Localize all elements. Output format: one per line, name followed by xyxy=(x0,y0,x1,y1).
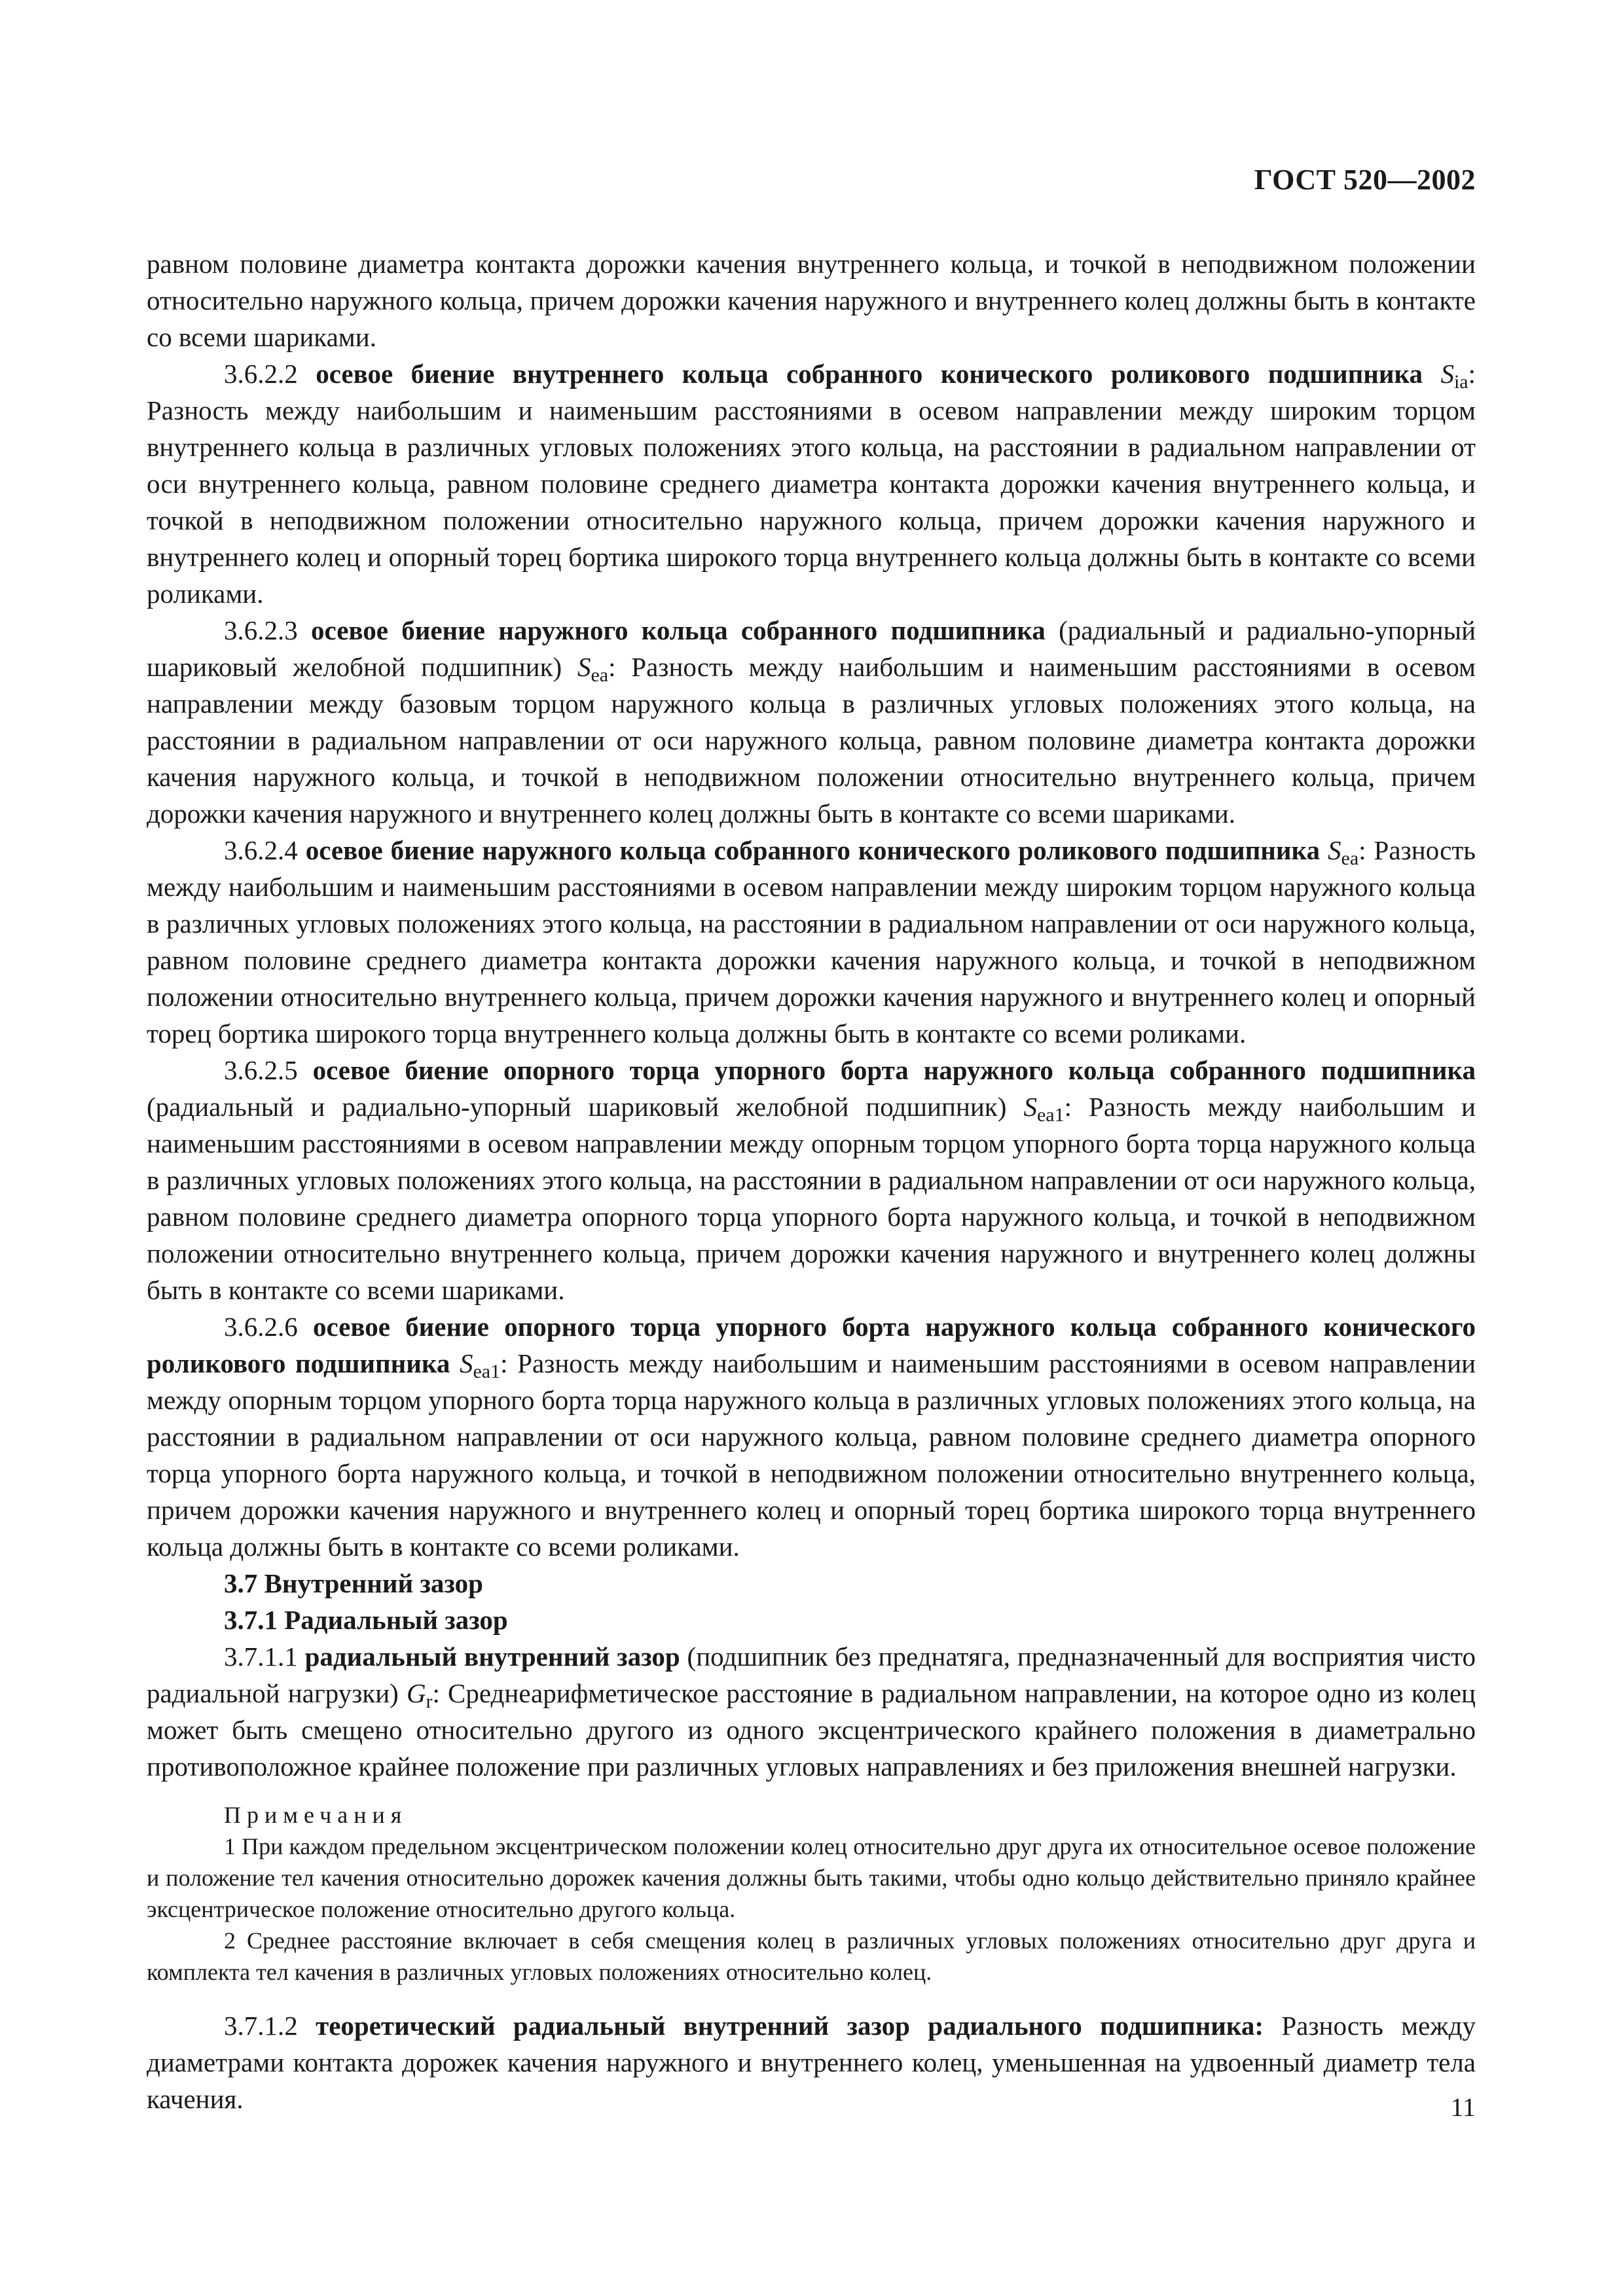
symbol-subscript: ea1 xyxy=(473,1361,501,1382)
symbol-letter: G xyxy=(406,1678,426,1708)
symbol-subscript: r xyxy=(426,1691,433,1712)
document-page xyxy=(147,0,1476,2296)
symbol xyxy=(406,1678,433,1712)
clause-number: 3.6.2.6 xyxy=(224,1312,313,1342)
symbol xyxy=(1440,359,1468,393)
symbol xyxy=(1023,1092,1065,1126)
paragraph-3-6-2-3 xyxy=(147,612,1476,832)
note-item: 2 Среднее расстояние включает в себя смещения колец в различных угловых положениях относительно друг друга и комплекта тел качения в различных угловых положениях относительно колец. xyxy=(147,1928,1476,1985)
definition: : Среднеарифметическое расстояние в радиальном направлении, на которое одно из колец может быть смещено относительно другого из одного эксцентрического крайнего положения в диаметрально противоположное крайнее положение при различных угловых направлениях и без приложения внешней нагрузки. xyxy=(147,1678,1476,1782)
paragraph-3-6-2-6 xyxy=(147,1308,1476,1565)
symbol-subscript: ea xyxy=(591,664,609,686)
term: осевое биение опорного торца упорного борта наружного кольца собранного конического роликового подшипника xyxy=(147,1312,1476,1378)
qualifier: (радиальный и радиально-упорный шариковый желобной подшипник) xyxy=(147,1092,1024,1122)
term: радиальный внутренний зазор xyxy=(304,1641,680,1672)
symbol-subscript: ea xyxy=(1341,848,1359,869)
clause-number: 3.7.1.1 xyxy=(224,1641,305,1672)
term: осевое биение опорного торца упорного борта наружного кольца собранного подшипника xyxy=(312,1055,1476,1085)
term: осевое биение наружного кольца собранного подшипника xyxy=(311,615,1046,645)
page-number: 11 xyxy=(1450,2092,1476,2122)
term: осевое биение внутреннего кольца собранного конического роликового подшипника xyxy=(316,359,1423,389)
notes-block xyxy=(147,1799,1476,1988)
definition: : Разность между наибольшим и наименьшим расстояниями в осевом направлении между широким торцом наружного кольца в различных угловых положениях этого кольца, на расстоянии в радиальном направлении от оси наружного кольца, равном половине среднего диаметра контакта дорожки качения наружного кольца, и точкой в неподвижном положении относительно внутреннего кольца, причем дорожки качения наружного и внутреннего колец и опорный торец бортика широкого торца внутреннего кольца должны быть в контакте со всеми роликами. xyxy=(147,835,1476,1049)
paragraph-3-6-2-4 xyxy=(147,832,1476,1052)
definition: : Разность между наибольшим и наименьшим расстояниями в осевом направлении между базовым торцом наружного кольца в различных угловых положениях этого кольца, на расстоянии в радиальном направлении от оси наружного кольца, равном половине диаметра контакта дорожки качения наружного кольца, и точкой в неподвижном положении относительно внутреннего кольца, причем дорожки качения наружного и внутреннего колец должны быть в контакте со всеми шариками. xyxy=(147,652,1476,829)
symbol-letter: S xyxy=(1023,1092,1037,1122)
symbol-letter: S xyxy=(459,1348,473,1378)
paragraph-3-6-2-2 xyxy=(147,355,1476,612)
paragraph-3-7-1-1 xyxy=(147,1638,1476,1785)
definition: : Разность между наибольшим и наименьшим расстояниями в осевом направлении между широким торцом внутреннего кольца в различных угловых положениях этого кольца, на расстоянии в радиальном направлении от оси внутреннего кольца, равном половине среднего диаметра контакта дорожки качения внутреннего кольца, и точкой в неподвижном положении относительно наружного кольца, причем дорожки качения наружного и внутреннего колец и опорный торец бортика широкого торца внутреннего кольца должны быть в контакте со всеми роликами. xyxy=(147,359,1476,609)
qualifier: (радиальный и радиально-упорный шариковый желобной подшипник) xyxy=(147,615,1476,682)
clause-number: 3.6.2.2 xyxy=(224,359,316,389)
paragraph-3-7-1-2 xyxy=(147,2007,1476,2117)
symbol-subscript: ea1 xyxy=(1036,1104,1065,1126)
document-body xyxy=(147,245,1476,2117)
paragraph-continuation: равном половине диаметра контакта дорожки качения внутреннего кольца, и точкой в неподвижном положении относительно наружного кольца, причем дорожки качения наружного и внутреннего колец должны быть в контакте со всеми шариками. xyxy=(147,249,1476,352)
symbol xyxy=(577,652,609,686)
clause-number: 3.7.1.2 xyxy=(224,2011,316,2041)
notes-title: Примечания xyxy=(224,1802,408,1828)
note-item: 1 При каждом предельном эксцентрическом положении колец относительно друг друга их относительное осевое положение и положение тел качения относительно дорожек качения должны быть такими, чтобы одно кольцо действительно приняло крайнее эксцентрическое положение относительно другого кольца. xyxy=(147,1833,1476,1922)
definition: Разность между диаметрами контакта дорожек качения наружного и внутреннего колец, уменьшенная на удвоенный диаметр тела качения. xyxy=(147,2011,1476,2114)
qualifier: (подшипник без преднатяга, предназначенный для восприятия чисто радиальной нагрузки) xyxy=(147,1641,1476,1708)
symbol-letter: S xyxy=(1328,835,1341,865)
clause-number: 3.6.2.5 xyxy=(224,1055,313,1085)
clause-number: 3.6.2.3 xyxy=(224,615,312,645)
definition: : Разность между наибольшим и наименьшим расстояниями в осевом направлении между опорным торцом упорного борта торца наружного кольца в различных угловых положениях этого кольца, на расстоянии в радиальном направлении от оси наружного кольца, равном половине среднего диаметра опорного торца упорного борта наружного кольца, и точкой в неподвижном положении относительно внутреннего кольца, причем дорожки качения наружного и внутреннего колец и опорный торец бортика широкого торца внутреннего кольца должны быть в контакте со всеми роликами. xyxy=(147,1348,1476,1562)
symbol-letter: S xyxy=(1440,359,1454,389)
definition: : Разность между наибольшим и наименьшим расстояниями в осевом направлении между опорным торцом упорного борта торца наружного кольца в различных угловых положениях этого кольца, на расстоянии в радиальном направлении от оси наружного кольца, равном половине среднего диаметра опорного торца упорного борта наружного кольца, и точкой в неподвижном положении относительно внутреннего кольца, причем дорожки качения наружного и внутреннего колец должны быть в контакте со всеми шариками. xyxy=(147,1092,1476,1305)
symbol-letter: S xyxy=(577,652,591,682)
symbol-subscript: ia xyxy=(1453,371,1468,393)
term: осевое биение наружного кольца собранного конического роликового подшипника xyxy=(305,835,1321,865)
paragraph-3-6-2-5 xyxy=(147,1052,1476,1308)
clause-number: 3.6.2.4 xyxy=(224,835,306,865)
section-heading-3-7: 3.7 Внутренний зазор xyxy=(224,1568,483,1598)
term: теоретический радиальный внутренний зазор радиального подшипника: xyxy=(316,2011,1264,2041)
symbol xyxy=(459,1348,501,1382)
document-header: ГОСТ 520—2002 xyxy=(1254,164,1476,196)
symbol xyxy=(1328,835,1359,869)
section-heading-3-7-1: 3.7.1 Радиальный зазор xyxy=(224,1605,508,1635)
